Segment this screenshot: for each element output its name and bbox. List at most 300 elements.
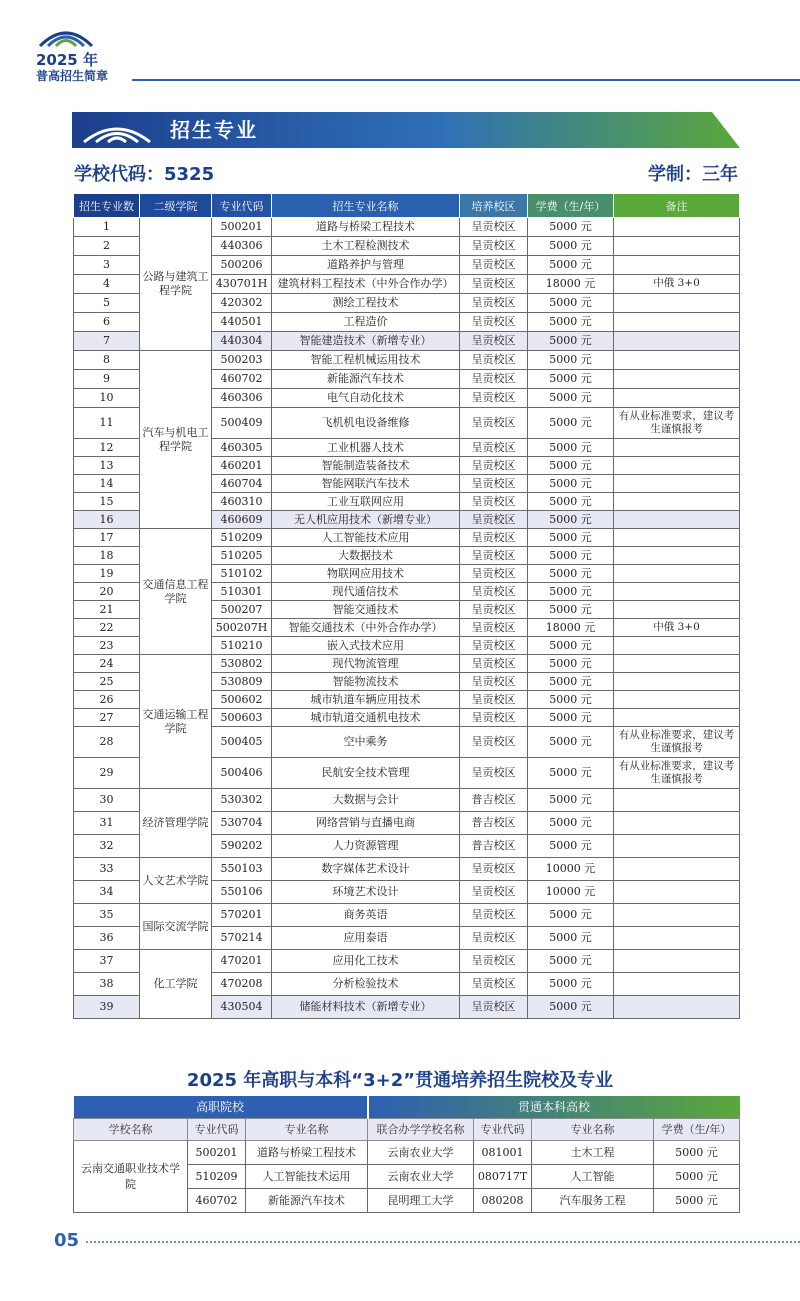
vocational-major-code: 510209 xyxy=(188,1164,246,1188)
major-code: 440306 xyxy=(212,237,272,256)
table-body xyxy=(74,218,740,1019)
college-name: 国际交流学院 xyxy=(140,904,212,950)
joint-column-header: 专业名称 xyxy=(532,1118,654,1140)
major-name: 储能材料技术（新增专业） xyxy=(272,996,460,1019)
row-number: 9 xyxy=(74,370,140,389)
joint-column-header: 联合办学学校名称 xyxy=(368,1118,474,1140)
major-name: 工业机器人技术 xyxy=(272,439,460,457)
remark xyxy=(614,927,740,950)
remark xyxy=(614,996,740,1019)
major-code: 500602 xyxy=(212,691,272,709)
campus: 呈贡校区 xyxy=(460,691,528,709)
table-row xyxy=(74,655,740,673)
remark: 有从业标准要求，建议考生谨慎报考 xyxy=(614,727,740,758)
remark xyxy=(614,789,740,812)
vocational-school-name: 云南交通职业技术学院 xyxy=(74,1140,188,1212)
campus: 普吉校区 xyxy=(460,812,528,835)
remark xyxy=(614,256,740,275)
campus: 呈贡校区 xyxy=(460,950,528,973)
major-name: 现代物流管理 xyxy=(272,655,460,673)
row-number: 27 xyxy=(74,709,140,727)
major-name: 道路养护与管理 xyxy=(272,256,460,275)
campus: 呈贡校区 xyxy=(460,601,528,619)
major-name: 测绘工程技术 xyxy=(272,294,460,313)
row-number: 26 xyxy=(74,691,140,709)
major-name: 大数据与会计 xyxy=(272,789,460,812)
campus: 呈贡校区 xyxy=(460,996,528,1019)
table-row xyxy=(74,351,740,370)
major-code: 500201 xyxy=(212,218,272,237)
joint-column-header: 学费（生/年） xyxy=(654,1118,740,1140)
campus: 呈贡校区 xyxy=(460,256,528,275)
bachelor-major-code: 080717T xyxy=(474,1164,532,1188)
major-name: 人工智能技术应用 xyxy=(272,529,460,547)
campus: 呈贡校区 xyxy=(460,673,528,691)
row-number: 36 xyxy=(74,927,140,950)
remark xyxy=(614,637,740,655)
major-code: 510210 xyxy=(212,637,272,655)
remark xyxy=(614,457,740,475)
remark xyxy=(614,313,740,332)
row-number: 15 xyxy=(74,493,140,511)
major-name: 人力资源管理 xyxy=(272,835,460,858)
tuition-fee: 5000 元 xyxy=(528,637,614,655)
vocational-major-code: 460702 xyxy=(188,1188,246,1212)
campus: 呈贡校区 xyxy=(460,475,528,493)
major-code: 500203 xyxy=(212,351,272,370)
tuition-fee: 5000 元 xyxy=(528,457,614,475)
major-code: 550103 xyxy=(212,858,272,881)
remark xyxy=(614,370,740,389)
major-code: 530802 xyxy=(212,655,272,673)
vocational-major-name: 新能源汽车技术 xyxy=(246,1188,368,1212)
tuition-fee: 5000 元 xyxy=(528,408,614,439)
campus: 普吉校区 xyxy=(460,789,528,812)
major-name: 智能制造装备技术 xyxy=(272,457,460,475)
tuition-fee: 5000 元 xyxy=(528,973,614,996)
campus: 呈贡校区 xyxy=(460,583,528,601)
college-name: 人文艺术学院 xyxy=(140,858,212,904)
tuition-fee: 5000 元 xyxy=(528,389,614,408)
campus: 呈贡校区 xyxy=(460,973,528,996)
major-code: 430504 xyxy=(212,996,272,1019)
tuition-fee: 5000 元 xyxy=(528,529,614,547)
campus: 呈贡校区 xyxy=(460,439,528,457)
row-number: 14 xyxy=(74,475,140,493)
campus: 呈贡校区 xyxy=(460,237,528,256)
major-code: 550106 xyxy=(212,881,272,904)
campus: 呈贡校区 xyxy=(460,332,528,351)
campus: 呈贡校区 xyxy=(460,904,528,927)
bachelor-major-name: 人工智能 xyxy=(532,1164,654,1188)
major-code: 530809 xyxy=(212,673,272,691)
joint-column-header: 专业代码 xyxy=(188,1118,246,1140)
major-code: 460702 xyxy=(212,370,272,389)
tuition-fee: 5000 元 xyxy=(528,927,614,950)
remark xyxy=(614,655,740,673)
remark xyxy=(614,237,740,256)
row-number: 20 xyxy=(74,583,140,601)
row-number: 7 xyxy=(74,332,140,351)
remark xyxy=(614,673,740,691)
row-number: 38 xyxy=(74,973,140,996)
college-name: 公路与建筑工程学院 xyxy=(140,218,212,351)
campus: 呈贡校区 xyxy=(460,758,528,789)
campus: 呈贡校区 xyxy=(460,547,528,565)
school-code: 学校代码：5325 xyxy=(74,164,215,185)
major-code: 510205 xyxy=(212,547,272,565)
major-name: 智能网联汽车技术 xyxy=(272,475,460,493)
major-code: 510102 xyxy=(212,565,272,583)
column-header: 二级学院 xyxy=(140,194,212,218)
major-name: 城市轨道交通机电技术 xyxy=(272,709,460,727)
campus: 呈贡校区 xyxy=(460,408,528,439)
tuition-fee: 5000 元 xyxy=(528,565,614,583)
campus: 呈贡校区 xyxy=(460,727,528,758)
tuition-fee: 5000 元 xyxy=(528,758,614,789)
vocational-major-code: 500201 xyxy=(188,1140,246,1164)
table-row xyxy=(74,789,740,812)
major-name: 智能工程机械运用技术 xyxy=(272,351,460,370)
tuition-fee: 5000 元 xyxy=(528,727,614,758)
joint-column-header: 学校名称 xyxy=(74,1118,188,1140)
campus: 呈贡校区 xyxy=(460,529,528,547)
major-code: 570201 xyxy=(212,904,272,927)
remark xyxy=(614,565,740,583)
major-name: 电气自动化技术 xyxy=(272,389,460,408)
tuition-fee: 5000 元 xyxy=(528,256,614,275)
column-header: 培养校区 xyxy=(460,194,528,218)
table-row xyxy=(74,950,740,973)
tuition-fee: 5000 元 xyxy=(528,547,614,565)
column-header: 备注 xyxy=(614,194,740,218)
row-number: 21 xyxy=(74,601,140,619)
major-code: 460310 xyxy=(212,493,272,511)
tuition-fee: 5000 元 xyxy=(528,294,614,313)
tuition-fee: 18000 元 xyxy=(528,275,614,294)
row-number: 11 xyxy=(74,408,140,439)
major-name: 应用泰语 xyxy=(272,927,460,950)
table-row xyxy=(74,218,740,237)
major-name: 智能交通技术（中外合作办学） xyxy=(272,619,460,637)
tuition-fee: 5000 元 xyxy=(528,709,614,727)
major-code: 460609 xyxy=(212,511,272,529)
major-code: 470208 xyxy=(212,973,272,996)
joint-row xyxy=(74,1140,740,1164)
campus: 呈贡校区 xyxy=(460,294,528,313)
bachelor-major-name: 土木工程 xyxy=(532,1140,654,1164)
row-number: 35 xyxy=(74,904,140,927)
remark xyxy=(614,351,740,370)
major-code: 440501 xyxy=(212,313,272,332)
tuition-fee: 5000 元 xyxy=(528,313,614,332)
campus: 呈贡校区 xyxy=(460,709,528,727)
row-number: 18 xyxy=(74,547,140,565)
major-name: 分析检验技术 xyxy=(272,973,460,996)
remark: 中俄 3+0 xyxy=(614,619,740,637)
row-number: 34 xyxy=(74,881,140,904)
table-row xyxy=(74,529,740,547)
row-number: 22 xyxy=(74,619,140,637)
header-year: 2025 年 xyxy=(36,51,98,69)
remark xyxy=(614,547,740,565)
row-number: 13 xyxy=(74,457,140,475)
major-name: 道路与桥梁工程技术 xyxy=(272,218,460,237)
remark xyxy=(614,691,740,709)
row-number: 6 xyxy=(74,313,140,332)
tuition-fee: 5000 元 xyxy=(528,812,614,835)
tuition-fee: 5000 元 xyxy=(528,835,614,858)
major-code: 500207H xyxy=(212,619,272,637)
tuition-fee: 5000 元 xyxy=(528,996,614,1019)
major-code: 530302 xyxy=(212,789,272,812)
majors-table xyxy=(73,193,740,1019)
column-header: 招生专业名称 xyxy=(272,194,460,218)
campus: 呈贡校区 xyxy=(460,493,528,511)
major-name: 建筑材料工程技术（中外合作办学） xyxy=(272,275,460,294)
major-name: 现代通信技术 xyxy=(272,583,460,601)
tuition-fee: 10000 元 xyxy=(528,881,614,904)
major-name: 智能建造技术（新增专业） xyxy=(272,332,460,351)
tuition-fee: 5000 元 xyxy=(654,1140,740,1164)
joint-program-title: 2025 年高职与本科“3+2”贯通培养招生院校及专业 xyxy=(186,1070,614,1091)
major-code: 420302 xyxy=(212,294,272,313)
page-number: 05 xyxy=(54,1230,80,1251)
major-name: 城市轨道车辆应用技术 xyxy=(272,691,460,709)
tuition-fee: 5000 元 xyxy=(528,332,614,351)
row-number: 1 xyxy=(74,218,140,237)
vocational-major-name: 道路与桥梁工程技术 xyxy=(246,1140,368,1164)
major-name: 物联网应用技术 xyxy=(272,565,460,583)
tuition-fee: 5000 元 xyxy=(528,601,614,619)
campus: 呈贡校区 xyxy=(460,565,528,583)
row-number: 32 xyxy=(74,835,140,858)
tuition-fee: 5000 元 xyxy=(528,218,614,237)
remark xyxy=(614,332,740,351)
remark xyxy=(614,950,740,973)
major-name: 智能物流技术 xyxy=(272,673,460,691)
row-number: 24 xyxy=(74,655,140,673)
major-code: 460704 xyxy=(212,475,272,493)
row-number: 12 xyxy=(74,439,140,457)
joint-column-header: 专业名称 xyxy=(246,1118,368,1140)
tuition-fee: 10000 元 xyxy=(528,858,614,881)
row-number: 25 xyxy=(74,673,140,691)
table-row xyxy=(74,858,740,881)
major-code: 500409 xyxy=(212,408,272,439)
major-code: 590202 xyxy=(212,835,272,858)
row-number: 37 xyxy=(74,950,140,973)
remark xyxy=(614,511,740,529)
campus: 呈贡校区 xyxy=(460,275,528,294)
joint-header-row xyxy=(74,1118,740,1140)
row-number: 31 xyxy=(74,812,140,835)
tuition-fee: 5000 元 xyxy=(528,904,614,927)
remark xyxy=(614,493,740,511)
campus: 普吉校区 xyxy=(460,835,528,858)
row-number: 29 xyxy=(74,758,140,789)
remark xyxy=(614,583,740,601)
major-code: 510301 xyxy=(212,583,272,601)
remark: 有从业标准要求，建议考生谨慎报考 xyxy=(614,758,740,789)
college-name: 交通信息工程学院 xyxy=(140,529,212,655)
row-number: 19 xyxy=(74,565,140,583)
major-code: 470201 xyxy=(212,950,272,973)
group-undergrad: 贯通本科高校 xyxy=(368,1096,740,1118)
major-code: 500206 xyxy=(212,256,272,275)
campus: 呈贡校区 xyxy=(460,858,528,881)
remark xyxy=(614,529,740,547)
major-name: 工业互联网应用 xyxy=(272,493,460,511)
remark xyxy=(614,973,740,996)
column-header: 招生专业数 xyxy=(74,194,140,218)
remark: 中俄 3+0 xyxy=(614,275,740,294)
remark xyxy=(614,812,740,835)
major-name: 飞机机电设备维修 xyxy=(272,408,460,439)
major-code: 430701H xyxy=(212,275,272,294)
row-number: 39 xyxy=(74,996,140,1019)
major-code: 510209 xyxy=(212,529,272,547)
remark xyxy=(614,439,740,457)
row-number: 4 xyxy=(74,275,140,294)
campus: 呈贡校区 xyxy=(460,655,528,673)
tuition-fee: 5000 元 xyxy=(528,789,614,812)
remark xyxy=(614,475,740,493)
table-row xyxy=(74,904,740,927)
remark xyxy=(614,389,740,408)
major-name: 大数据技术 xyxy=(272,547,460,565)
major-name: 土木工程检测技术 xyxy=(272,237,460,256)
major-name: 商务英语 xyxy=(272,904,460,927)
major-code: 460201 xyxy=(212,457,272,475)
major-code: 500207 xyxy=(212,601,272,619)
tuition-fee: 5000 元 xyxy=(528,950,614,973)
major-name: 应用化工技术 xyxy=(272,950,460,973)
major-code: 500406 xyxy=(212,758,272,789)
footer-dotted-line xyxy=(86,1241,800,1243)
header-subtitle: 普高招生简章 xyxy=(36,69,109,83)
campus: 呈贡校区 xyxy=(460,927,528,950)
college-name: 交通运输工程学院 xyxy=(140,655,212,789)
bachelor-major-code: 081001 xyxy=(474,1140,532,1164)
row-number: 3 xyxy=(74,256,140,275)
vocational-major-name: 人工智能技术运用 xyxy=(246,1164,368,1188)
row-number: 33 xyxy=(74,858,140,881)
major-name: 新能源汽车技术 xyxy=(272,370,460,389)
tuition-fee: 5000 元 xyxy=(528,511,614,529)
tuition-fee: 5000 元 xyxy=(528,583,614,601)
major-code: 460305 xyxy=(212,439,272,457)
campus: 呈贡校区 xyxy=(460,457,528,475)
major-name: 智能交通技术 xyxy=(272,601,460,619)
campus: 呈贡校区 xyxy=(460,313,528,332)
bachelor-major-name: 汽车服务工程 xyxy=(532,1188,654,1212)
remark xyxy=(614,218,740,237)
tuition-fee: 5000 元 xyxy=(528,475,614,493)
tuition-fee: 18000 元 xyxy=(528,619,614,637)
row-number: 30 xyxy=(74,789,140,812)
row-number: 23 xyxy=(74,637,140,655)
major-name: 工程造价 xyxy=(272,313,460,332)
group-vocational: 高职院校 xyxy=(74,1096,368,1118)
remark xyxy=(614,601,740,619)
tuition-fee: 5000 元 xyxy=(528,493,614,511)
tuition-fee: 5000 元 xyxy=(654,1188,740,1212)
remark xyxy=(614,858,740,881)
major-name: 数字媒体艺术设计 xyxy=(272,858,460,881)
campus: 呈贡校区 xyxy=(460,218,528,237)
row-number: 2 xyxy=(74,237,140,256)
joint-program-table xyxy=(73,1096,740,1213)
major-code: 570214 xyxy=(212,927,272,950)
major-code: 440304 xyxy=(212,332,272,351)
college-name: 汽车与机电工程学院 xyxy=(140,351,212,529)
joint-column-header: 专业代码 xyxy=(474,1118,532,1140)
joint-body xyxy=(74,1140,740,1212)
remark xyxy=(614,709,740,727)
campus: 呈贡校区 xyxy=(460,511,528,529)
tuition-fee: 5000 元 xyxy=(528,370,614,389)
campus: 呈贡校区 xyxy=(460,389,528,408)
remark xyxy=(614,881,740,904)
study-duration: 学制：三年 xyxy=(648,164,738,185)
row-number: 17 xyxy=(74,529,140,547)
row-number: 16 xyxy=(74,511,140,529)
college-name: 化工学院 xyxy=(140,950,212,1019)
tuition-fee: 5000 元 xyxy=(528,655,614,673)
header-divider xyxy=(132,79,800,81)
major-name: 无人机应用技术（新增专业） xyxy=(272,511,460,529)
tuition-fee: 5000 元 xyxy=(528,237,614,256)
remark: 有从业标准要求，建议考生谨慎报考 xyxy=(614,408,740,439)
campus: 呈贡校区 xyxy=(460,370,528,389)
row-number: 8 xyxy=(74,351,140,370)
campus: 呈贡校区 xyxy=(460,619,528,637)
major-code: 530704 xyxy=(212,812,272,835)
row-number: 10 xyxy=(74,389,140,408)
major-code: 460306 xyxy=(212,389,272,408)
college-name: 经济管理学院 xyxy=(140,789,212,858)
major-name: 民航安全技术管理 xyxy=(272,758,460,789)
tuition-fee: 5000 元 xyxy=(654,1164,740,1188)
logo-icon xyxy=(38,22,94,48)
campus: 呈贡校区 xyxy=(460,351,528,370)
remark xyxy=(614,904,740,927)
column-header: 专业代码 xyxy=(212,194,272,218)
campus: 呈贡校区 xyxy=(460,637,528,655)
column-header: 学费（生/年） xyxy=(528,194,614,218)
partner-university: 云南农业大学 xyxy=(368,1140,474,1164)
bachelor-major-code: 080208 xyxy=(474,1188,532,1212)
tuition-fee: 5000 元 xyxy=(528,439,614,457)
remark xyxy=(614,294,740,313)
banner-title: 招生专业 xyxy=(170,118,258,142)
row-number: 5 xyxy=(74,294,140,313)
tuition-fee: 5000 元 xyxy=(528,351,614,370)
major-name: 环境艺术设计 xyxy=(272,881,460,904)
major-name: 网络营销与直播电商 xyxy=(272,812,460,835)
campus: 呈贡校区 xyxy=(460,881,528,904)
major-name: 嵌入式技术应用 xyxy=(272,637,460,655)
tuition-fee: 5000 元 xyxy=(528,673,614,691)
tuition-fee: 5000 元 xyxy=(528,691,614,709)
partner-university: 昆明理工大学 xyxy=(368,1188,474,1212)
major-code: 500603 xyxy=(212,709,272,727)
table-header-row xyxy=(74,194,740,218)
partner-university: 云南农业大学 xyxy=(368,1164,474,1188)
row-number: 28 xyxy=(74,727,140,758)
major-name: 空中乘务 xyxy=(272,727,460,758)
